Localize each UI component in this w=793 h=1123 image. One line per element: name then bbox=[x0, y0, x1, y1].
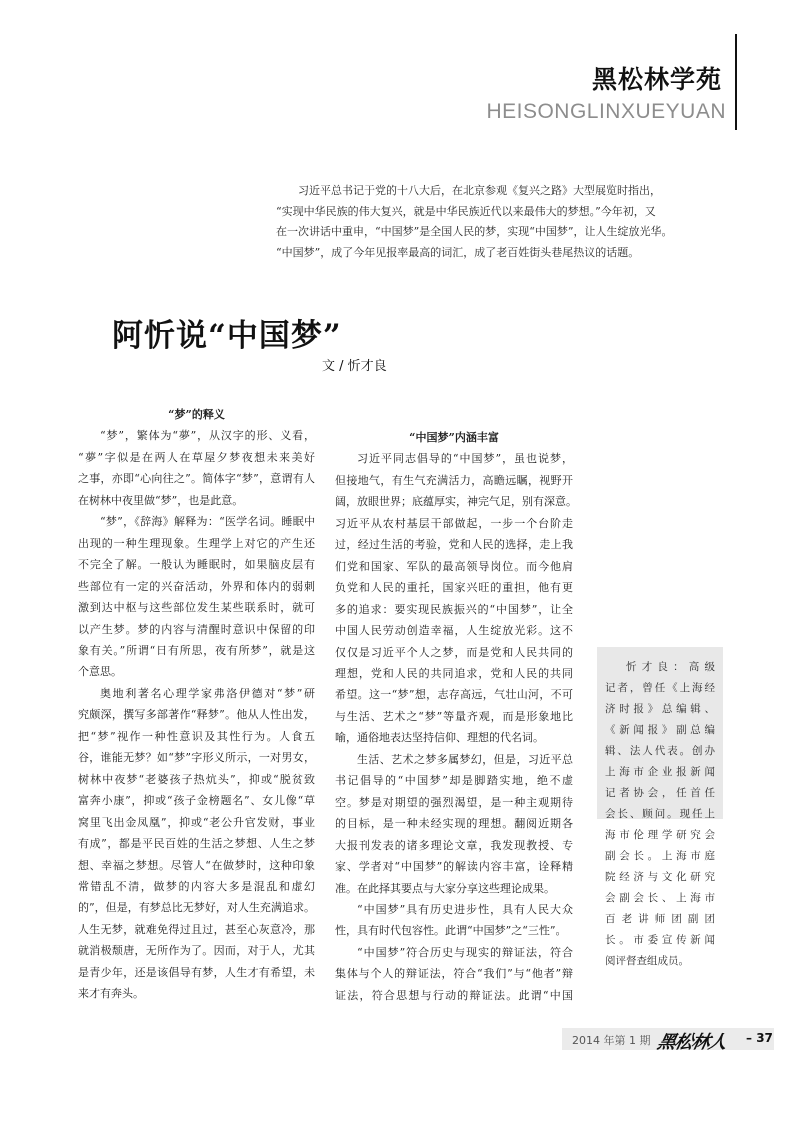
bio-line: 《新闻报》副总编 bbox=[605, 724, 715, 736]
issue-label: 2014 年第 1 期 bbox=[572, 1034, 651, 1047]
text-line: 究颇深，撰写多部著作“释梦”。他从人性出发， bbox=[78, 708, 315, 722]
text-line: 奥地利著名心理学家弗洛伊德对“梦”研 bbox=[100, 686, 315, 700]
article-title: 阿忻说“中国梦” bbox=[112, 318, 342, 354]
text-line: 喻，通俗地表达坚持信仰、理想的代名词。 bbox=[335, 731, 544, 745]
bio-line: 海市伦理学研究会 bbox=[605, 829, 715, 841]
lead-line: “实现中华民族的伟大复兴，就是中华民族近代以来最伟大的梦想。”今年初，又 bbox=[276, 204, 656, 218]
bio-line: 济时报》总编辑、 bbox=[605, 703, 715, 715]
column-title-pinyin: HEISONGLINXUEYUAN bbox=[486, 100, 726, 123]
text-line: 集体与个人的辩证法，符合“我们”与“他者”辩 bbox=[335, 967, 573, 981]
lead-line: 在一次讲话中重申，“中国梦”是全国人民的梦，实现“中国梦”，让人生绽放光华。 bbox=[276, 225, 673, 238]
text-line: 有成”，都是平民百姓的生活之梦想、人生之梦 bbox=[78, 837, 315, 851]
bio-line: 会长、顾问。现任上 bbox=[605, 808, 715, 820]
bio-line: 忻才良：高级 bbox=[626, 661, 715, 673]
text-line: 负党和人民的重托，国家兴旺的重担，他有更 bbox=[335, 581, 573, 595]
magazine-logo: 黑松林人 bbox=[655, 1032, 728, 1053]
column-one bbox=[78, 404, 315, 1005]
text-line: 希望。这一“梦”想，志存高远，气壮山河，不可 bbox=[335, 688, 573, 702]
text-line: 中国人民劳动创造幸福，人生绽放光彩。这不 bbox=[335, 624, 573, 638]
column-title: 黑松林学苑 bbox=[591, 65, 722, 94]
lead-line: “中国梦”，成了今年见报率最高的词汇，成了老百姓街头巷尾热议的话题。 bbox=[276, 245, 640, 259]
text-line: 来才有奔头。 bbox=[78, 987, 144, 1001]
column-two bbox=[335, 427, 577, 1006]
text-line: 但接地气，有生气充满活力，高瞻远瞩，视野开 bbox=[335, 473, 573, 487]
bio-line: 记者，曾任《上海经 bbox=[605, 682, 715, 694]
text-line: 出现的一种生理现象。生理学上对它的产生还 bbox=[78, 536, 315, 550]
bio-line: 院经济与文化研究 bbox=[605, 871, 715, 883]
text-line: 窝里飞出金凤凰”，抑或“老公升官发财，事业 bbox=[78, 815, 315, 829]
bio-line: 百老讲师团副团 bbox=[605, 913, 715, 925]
bio-line: 会副会长、上海市 bbox=[605, 892, 715, 904]
author-bio bbox=[605, 657, 715, 972]
text-line: 大报刊发表的诸多理论文章，我发现教授、专 bbox=[335, 838, 573, 852]
bio-line: 记者协会，任首任 bbox=[605, 787, 715, 799]
text-line: 想、幸福之梦想。尽管人“在做梦时，这种印象 bbox=[78, 858, 315, 872]
text-line: “中国梦”具有历史进步性，具有人民大众 bbox=[357, 902, 573, 916]
text-line: 阔，放眼世界；底蕴厚实，神完气足，别有深意。 bbox=[335, 495, 577, 509]
text-line: 就消极颓唐，无所作为了。因而，对于人，尤其 bbox=[78, 944, 315, 958]
text-line: 把“梦”视作一种性意识及其性行为。人食五 bbox=[78, 729, 315, 743]
section-heading: “中国梦”内涵丰富 bbox=[409, 431, 499, 444]
text-line: 谷，谁能无梦？如“梦”字形义所示，一对男女， bbox=[78, 751, 315, 765]
text-line: 是青少年，还是该倡导有梦，人生才有希望，未 bbox=[78, 965, 315, 979]
text-line: 之事，亦即“心向往之”。简体字“梦”，意谓有人 bbox=[78, 472, 315, 486]
lead-paragraph bbox=[276, 181, 696, 263]
text-line: 空。梦是对期望的强烈渴望，是一种主观期待 bbox=[335, 795, 573, 809]
bio-line: 辑、法人代表。创办 bbox=[605, 745, 715, 757]
header-vertical-rule bbox=[735, 34, 737, 130]
byline: 文 / 忻才良 bbox=[322, 359, 387, 374]
text-line: 多的追求：要实现民族振兴的“中国梦”，让全 bbox=[335, 602, 573, 616]
bio-line: 上海市企业报新闻 bbox=[605, 766, 715, 778]
text-line: 以产生梦。梦的内容与清醒时意识中保留的印 bbox=[78, 622, 315, 636]
text-line: 仅仅是习近平个人之梦，而是党和人民共同的 bbox=[335, 645, 573, 659]
lead-line: 习近平总书记于党的十八大后，在北京参观《复兴之路》大型展览时指出， bbox=[298, 184, 661, 197]
text-line: 常错乱不清，做梦的内容大多是混乱和虚幻 bbox=[78, 879, 315, 893]
text-line: 性，具有时代包容性。此谓“中国梦”之“三性”。 bbox=[335, 924, 567, 938]
text-line: 理想，党和人民的共同追求，党和人民的共同 bbox=[335, 666, 573, 680]
bio-line: 阅评督查组成员。 bbox=[605, 955, 689, 967]
text-line: 生活、艺术之梦多属梦幻，但是，习近平总 bbox=[357, 752, 573, 766]
text-line: 象有关。”所谓“日有所思，夜有所梦”，就是这 bbox=[78, 643, 315, 657]
text-line: 个意思。 bbox=[78, 665, 122, 679]
text-line: 人生无梦，就难免得过且过，甚至心灰意冷，那 bbox=[78, 922, 315, 936]
page-footer bbox=[562, 1028, 774, 1052]
text-line: “中国梦”符合历史与现实的辩证法，符合 bbox=[357, 945, 573, 959]
text-line: 们党和国家、军队的最高领导岗位。而今他肩 bbox=[335, 559, 573, 573]
author-bio-box bbox=[597, 647, 723, 967]
text-line: 些部位有一定的兴奋活动，外界和体内的弱刺 bbox=[78, 579, 315, 593]
text-line: 在树林中夜里做“梦”，也是此意。 bbox=[78, 493, 244, 507]
text-line: 过，经过生活的考验，党和人民的选择，走上我 bbox=[335, 538, 573, 552]
text-line: 富奔小康”，抑或“孩子金榜题名”、女儿像“草 bbox=[78, 794, 315, 808]
text-line: 的”，但是，有梦总比无梦好，对人生充满追求。 bbox=[78, 901, 315, 915]
bio-line: 副会长。上海市庭 bbox=[605, 850, 715, 862]
text-line: 书记倡导的“中国梦”却是脚踏实地，绝不虚 bbox=[335, 774, 573, 788]
text-line: 习近平从农村基层干部做起，一步一个台阶走 bbox=[335, 516, 573, 530]
section-heading: “梦”的释义 bbox=[168, 408, 225, 421]
text-line: 习近平同志倡导的“中国梦”，虽也说梦， bbox=[357, 452, 573, 466]
text-line: “夢”字似是在两人在草屋夕梦夜想未来美好 bbox=[78, 450, 315, 464]
text-line: 树林中夜梦“老婆孩子热炕头”，抑或“脱贫致 bbox=[78, 772, 315, 786]
text-line: “梦”，繁体为“夢”，从汉字的形、义看， bbox=[100, 429, 315, 443]
text-line: 准。在此择其要点与大家分享这些理论成果。 bbox=[335, 881, 555, 895]
text-line: 家、学者对“中国梦”的解读内容丰富，诠释精 bbox=[335, 860, 573, 874]
bio-line: 长。市委宣传新闻 bbox=[605, 934, 715, 946]
text-line: 不完全了解。一般认为睡眠时，如果脑皮层有 bbox=[78, 558, 315, 572]
text-line: 的目标，是一种未经实现的理想。翻阅近期各 bbox=[335, 817, 573, 831]
text-line: 证法，符合思想与行动的辩证法。此谓“中国 bbox=[335, 988, 573, 1002]
page-number: – 37 bbox=[746, 1031, 773, 1045]
text-line: 激到达中枢与这些部位发生某些联系时，就可 bbox=[78, 601, 315, 615]
text-line: “梦”，《辞海》解释为：“医学名词。睡眠中 bbox=[100, 515, 315, 529]
text-line: 与生活、艺术之“梦”等量齐观，而是形象地比 bbox=[335, 709, 573, 723]
